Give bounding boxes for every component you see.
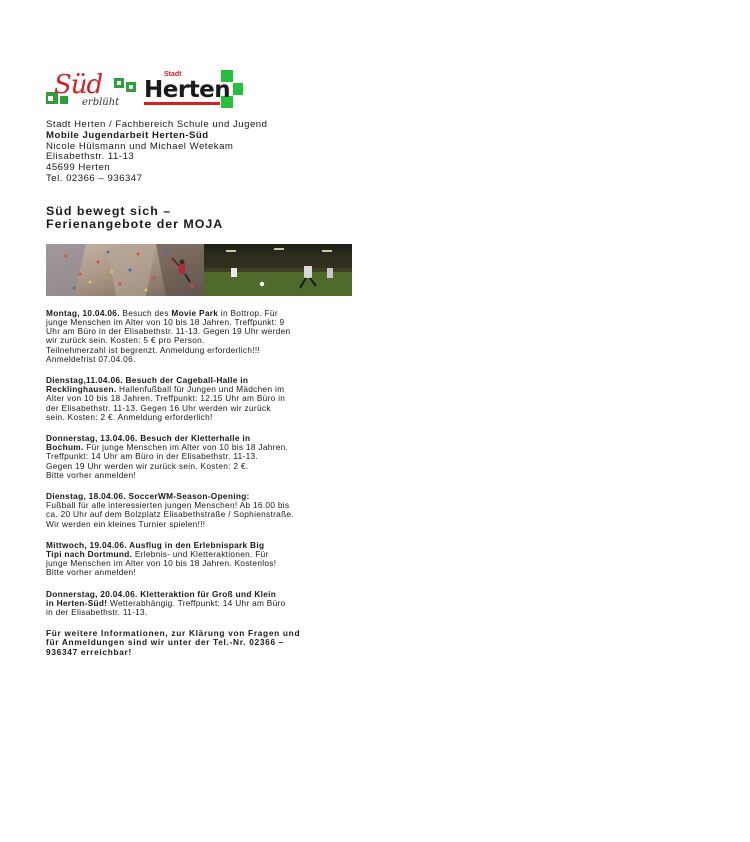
address-line: Stadt Herten / Fachbereich Schule und Jugend	[46, 119, 268, 130]
event-heading: Tipi nach Dortmund.	[46, 549, 133, 560]
address-line: Elisabethstr. 11-13	[46, 151, 135, 163]
event-text: Hallenfußball für Jungen und Mädchen im	[116, 384, 285, 395]
event-line: ca. 20 Uhr auf dem Bolzplatz Elisabethstraße / Sophienstraße.	[46, 509, 294, 520]
page-title	[46, 205, 366, 232]
footer-line: für Anmeldungen sind wir unter der Tel.-Nr. 02366 –	[46, 637, 285, 648]
event-heading: Mittwoch, 19.04.06. Ausflug in den Erlebnispark Big	[46, 539, 265, 550]
logo	[46, 68, 246, 112]
event-item	[46, 590, 366, 618]
event-heading: Recklinghausen.	[46, 384, 117, 395]
climbing-wall-photo	[46, 244, 204, 296]
event-item	[46, 309, 366, 364]
document-page	[46, 68, 366, 657]
address-line: Mobile Jugendarbeit Herten-Süd	[46, 129, 209, 141]
event-heading: Bochum.	[46, 442, 84, 453]
event-line: Bitte vorher anmelden!	[46, 469, 137, 480]
event-line: Wir werden ein kleines Turnier spielen!!!	[46, 518, 206, 529]
event-line: Gegen 19 Uhr werden wir zurück sein. Kosten: 2 €.	[46, 460, 249, 471]
address-line: Nicole Hülsmann und Michael Wetekam	[46, 140, 234, 152]
address-line: Tel. 02366 – 936347	[46, 172, 143, 184]
event-item	[46, 376, 366, 422]
logo-city-text: Herten	[144, 77, 231, 103]
event-text: Wetterabhängig. Treffpunkt: 14 Uhr am Büro	[107, 597, 286, 608]
event-line: Alter von 10 bis 18 Jahren. Treffpunkt: 12.15 Uhr am Büro in	[46, 393, 286, 404]
event-heading: Movie Park	[171, 307, 219, 318]
logo-stadt-text: Stadt	[164, 71, 182, 78]
event-text: Für junge Menschen im Alter von 10 bis 18 Jahren.	[83, 442, 289, 453]
contact-footer	[46, 629, 366, 657]
title-line: Ferienangebote der MOJA	[46, 217, 224, 232]
address-line: 45699 Herten	[46, 162, 111, 174]
event-heading: Donnerstag, 20.04.06. Kletteraktion für Groß und Klein	[46, 588, 277, 599]
event-item	[46, 492, 366, 529]
event-heading: Dienstag, 18.04.06. SoccerWM-Season-Opening:	[46, 491, 250, 502]
events-list	[46, 309, 366, 657]
event-heading: Dienstag,11.04.06. Besuch der Cageball-Halle in	[46, 375, 249, 385]
event-line: in der Elisabethstr. 11-13.	[46, 607, 148, 618]
event-item	[46, 541, 366, 578]
event-item	[46, 434, 366, 480]
event-line: junge Menschen im Alter von 10 bis 18 Jahren. Treffpunkt: 9	[46, 316, 285, 327]
event-heading: in Herten-Süd!	[46, 597, 108, 608]
event-line: Treffpunkt: 14 Uhr am Büro in der Elisabethstr. 11-13.	[46, 451, 259, 462]
event-line: Teilnehmerzahl ist begrenzt. Anmeldung erforderlich!!!	[46, 344, 261, 355]
event-line: Uhr am Büro in der Elisabethstr. 11-13. Gegen 19 Uhr werden	[46, 326, 291, 337]
event-heading: Donnerstag, 13.04.06. Besuch der Kletterhalle in	[46, 433, 251, 444]
event-line: Anmeldefrist 07.04.06.	[46, 353, 136, 364]
logo-erbluht-text: erblüht	[82, 97, 120, 108]
event-line: Fußball für alle interessierten jungen Menschen! Ab 16.00 bis	[46, 500, 290, 511]
event-heading: Montag, 10.04.06.	[46, 307, 120, 318]
event-text: Erlebnis- und Kletteraktionen. Für	[132, 549, 269, 560]
footer-line: Für weitere Informationen, zur Klärung von Fragen und	[46, 628, 301, 639]
photo-strip	[46, 244, 352, 296]
event-line: wir zurück sein. Kosten: 5 € pro Person.	[46, 335, 205, 346]
event-text: Besuch des	[119, 307, 172, 318]
footer-line: 936347 erreichbar!	[46, 646, 132, 657]
event-line: sein. Kosten: 2 €. Anmeldung erforderlich!	[46, 411, 213, 422]
logo-sued-text: Süd	[54, 70, 103, 100]
event-line: Bitte vorher anmelden!	[46, 567, 137, 578]
indoor-soccer-photo	[204, 244, 352, 296]
address-block	[46, 120, 366, 185]
title-line: Süd bewegt sich –	[46, 203, 172, 218]
event-line: junge Menschen im Alter von 10 bis 18 Jahren. Kostenlos!	[46, 558, 277, 569]
event-text: in Bottrop. Für	[218, 307, 278, 318]
event-line: der Elisabethstr. 11-13. Gegen 16 Uhr werden wir zurück	[46, 402, 271, 413]
